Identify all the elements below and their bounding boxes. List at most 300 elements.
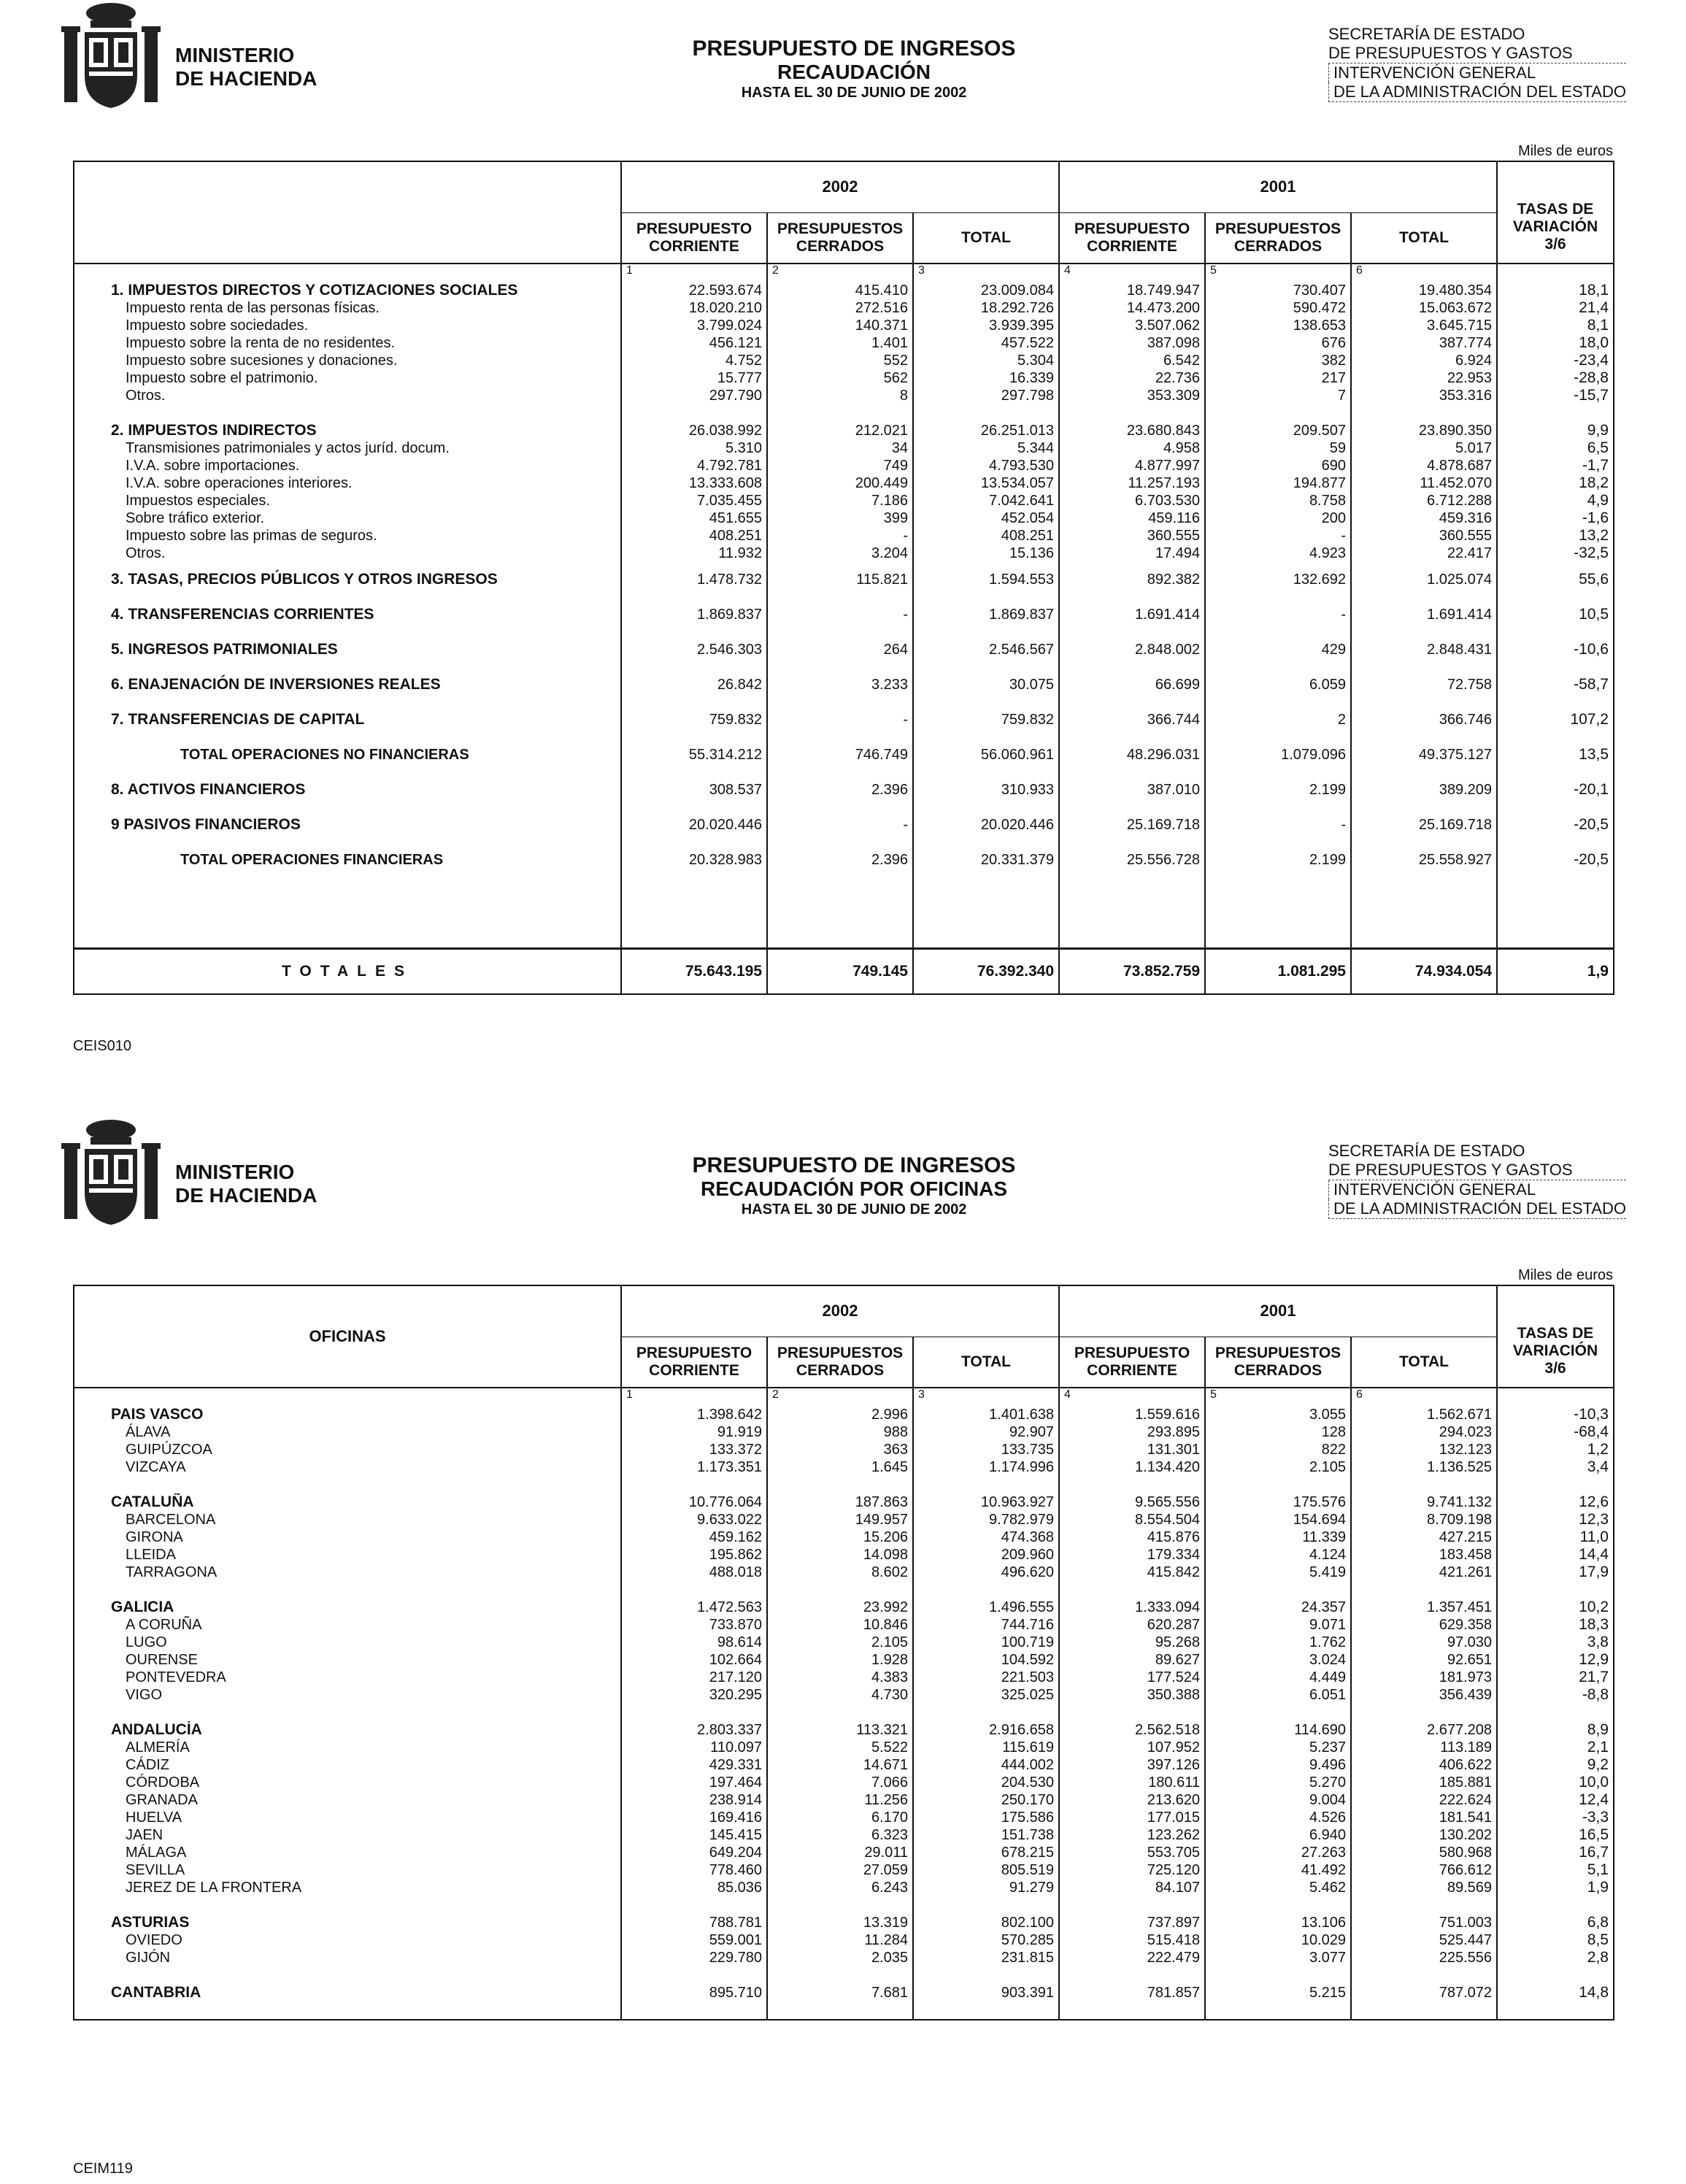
- table-row: [74, 1774, 1614, 1791]
- row-value: 3.939.395: [913, 317, 1059, 334]
- date-range: HASTA EL 30 DE JUNIO DE 2002: [741, 85, 967, 101]
- table-row: [74, 387, 1614, 404]
- spacer-row: [74, 1704, 1614, 1721]
- table-row: [74, 1756, 1614, 1774]
- row-value: 222.624: [1351, 1791, 1497, 1809]
- row-value: 515.418: [1059, 1931, 1205, 1949]
- row-value: 59: [1205, 439, 1351, 457]
- row-label: Impuesto sobre las primas de seguros.: [126, 528, 377, 544]
- row-value: 13.319: [767, 1914, 913, 1931]
- spacer-row: [74, 1896, 1614, 1914]
- table-row: [74, 1599, 1614, 1616]
- subtitle: RECAUDACIÓN POR OFICINAS: [700, 1177, 1007, 1200]
- col-presupuesto-corriente-2001: PRESUPUESTO CORRIENTE: [1059, 212, 1205, 264]
- ministry-name: [175, 1161, 317, 1207]
- row-value: 6.051: [1205, 1686, 1351, 1704]
- row-value: 9.004: [1205, 1791, 1351, 1809]
- row-value: 12,3: [1497, 1511, 1614, 1529]
- row-value: 200.449: [767, 474, 913, 492]
- row-value: 10.029: [1205, 1931, 1351, 1949]
- row-value: 1.496.555: [913, 1599, 1059, 1616]
- row-value: 778.460: [621, 1861, 767, 1879]
- row-value: 26.038.992: [621, 422, 767, 439]
- row-value: 15.206: [767, 1529, 913, 1546]
- row-value: 459.316: [1351, 510, 1497, 527]
- row-value: 229.780: [621, 1949, 767, 1966]
- row-value: 690: [1205, 457, 1351, 474]
- row-value: 13,5: [1497, 737, 1614, 772]
- colnum: 4: [1059, 1388, 1205, 1406]
- row-value: 6.703.530: [1059, 492, 1205, 510]
- row-value: 66.699: [1059, 667, 1205, 702]
- row-value: 115.821: [767, 562, 913, 597]
- row-value: 4.923: [1205, 545, 1351, 562]
- row-value: 751.003: [1351, 1914, 1497, 1931]
- row-value: 496.620: [913, 1564, 1059, 1581]
- row-value: -23,4: [1497, 352, 1614, 369]
- year-2001-header: 2001: [1059, 161, 1497, 212]
- row-value: 2.396: [767, 842, 913, 877]
- row-value: 238.914: [621, 1791, 767, 1809]
- row-value: 11.257.193: [1059, 474, 1205, 492]
- row-value: 25.169.718: [1059, 807, 1205, 842]
- row-value: 408.251: [621, 527, 767, 545]
- row-value: -20,5: [1497, 807, 1614, 842]
- row-label: TOTAL OPERACIONES NO FINANCIERAS: [180, 747, 469, 763]
- row-value: 5.304: [913, 352, 1059, 369]
- row-label: JAEN: [126, 1827, 163, 1843]
- coat-of-arms-icon: [60, 0, 162, 109]
- row-value: 133.372: [621, 1441, 767, 1458]
- row-value: 10,2: [1497, 1599, 1614, 1616]
- row-value: 13.333.608: [621, 474, 767, 492]
- row-value: 3.507.062: [1059, 317, 1205, 334]
- row-value: 26.842: [621, 667, 767, 702]
- row-value: 110.097: [621, 1739, 767, 1756]
- secretaria-block: [1328, 1142, 1626, 1219]
- row-value: 457.522: [913, 334, 1059, 352]
- totals-label: TOTALES: [74, 949, 621, 995]
- row-value: 6.712.288: [1351, 492, 1497, 510]
- row-value: 114.690: [1205, 1721, 1351, 1739]
- row-value: 200: [1205, 510, 1351, 527]
- row-value: 14.473.200: [1059, 299, 1205, 317]
- row-value: 217: [1205, 369, 1351, 387]
- col-total-2002: TOTAL: [913, 1337, 1059, 1388]
- colnum: 2: [767, 1388, 913, 1406]
- row-label: PONTEVEDRA: [126, 1669, 226, 1685]
- row-value: 11.256: [767, 1791, 913, 1809]
- row-value: 14,8: [1497, 1984, 1614, 2002]
- col-presupuestos-cerrados-2001: PRESUPUESTOS CERRADOS: [1205, 1337, 1351, 1388]
- row-value: 10.963.927: [913, 1493, 1059, 1511]
- row-value: 8,1: [1497, 317, 1614, 334]
- row-value: 10.846: [767, 1616, 913, 1634]
- table-row: [74, 1809, 1614, 1826]
- row-value: 18,3: [1497, 1616, 1614, 1634]
- row-value: 91.919: [621, 1423, 767, 1441]
- row-value: 590.472: [1205, 299, 1351, 317]
- row-value: 1.134.420: [1059, 1458, 1205, 1476]
- revenue-table-body: [74, 282, 1614, 994]
- row-value: 84.107: [1059, 1879, 1205, 1896]
- row-value: 18.020.210: [621, 299, 767, 317]
- row-value: -15,7: [1497, 387, 1614, 404]
- row-value: 5.237: [1205, 1739, 1351, 1756]
- row-value: 14.671: [767, 1756, 913, 1774]
- row-label: Impuesto sobre sucesiones y donaciones.: [126, 353, 398, 369]
- row-value: 1.173.351: [621, 1458, 767, 1476]
- row-value: 8,5: [1497, 1931, 1614, 1949]
- row-value: 421.261: [1351, 1564, 1497, 1581]
- row-value: 1.472.563: [621, 1599, 767, 1616]
- row-label: Impuestos especiales.: [126, 493, 270, 509]
- row-value: 18,0: [1497, 334, 1614, 352]
- row-label: I.V.A. sobre operaciones interiores.: [126, 475, 353, 491]
- row-value: 92.651: [1351, 1651, 1497, 1669]
- row-value: -8,8: [1497, 1686, 1614, 1704]
- row-value: 56.060.961: [913, 737, 1059, 772]
- row-value: 4.526: [1205, 1809, 1351, 1826]
- table-row: [74, 1441, 1614, 1458]
- row-label: 7. TRANSFERENCIAS DE CAPITAL: [111, 711, 365, 728]
- row-value: 788.781: [621, 1914, 767, 1931]
- row-value: 310.933: [913, 772, 1059, 807]
- colnum: 5: [1205, 264, 1351, 282]
- row-value: 8,9: [1497, 1721, 1614, 1739]
- table-row: [74, 1949, 1614, 1966]
- oficinas-page: [0, 1117, 1686, 2183]
- row-value: 23.680.843: [1059, 422, 1205, 439]
- row-label: 4. TRANSFERENCIAS CORRIENTES: [111, 606, 374, 623]
- row-value: 209.960: [913, 1546, 1059, 1564]
- table-row: [74, 369, 1614, 387]
- row-value: -20,5: [1497, 842, 1614, 877]
- row-value: 4.730: [767, 1686, 913, 1704]
- row-value: 1.869.837: [913, 597, 1059, 632]
- row-value: 9.633.022: [621, 1511, 767, 1529]
- row-value: 181.541: [1351, 1809, 1497, 1826]
- table-row: [74, 1616, 1614, 1634]
- row-value: 8.554.504: [1059, 1511, 1205, 1529]
- row-value: 16,5: [1497, 1826, 1614, 1844]
- table-row: [74, 439, 1614, 457]
- row-value: -10,3: [1497, 1406, 1614, 1423]
- row-value: 133.735: [913, 1441, 1059, 1458]
- row-value: 1.136.525: [1351, 1458, 1497, 1476]
- row-value: 2.035: [767, 1949, 913, 1966]
- row-value: -: [767, 527, 913, 545]
- label-header: [74, 161, 621, 264]
- row-value: 415.410: [767, 282, 913, 299]
- row-value: 89.627: [1059, 1651, 1205, 1669]
- row-value: 11.452.070: [1351, 474, 1497, 492]
- table-row: [74, 1861, 1614, 1879]
- row-value: 387.774: [1351, 334, 1497, 352]
- row-value: 2.996: [767, 1406, 913, 1423]
- row-value: 9.565.556: [1059, 1493, 1205, 1511]
- year-2002-header: 2002: [621, 1285, 1059, 1337]
- table-row: [74, 1458, 1614, 1476]
- row-value: 1.928: [767, 1651, 913, 1669]
- table-row: [74, 1984, 1614, 2002]
- row-value: 18,1: [1497, 282, 1614, 299]
- row-value: 5.419: [1205, 1564, 1351, 1581]
- row-label: TOTAL OPERACIONES FINANCIERAS: [180, 852, 444, 868]
- spacer-row: [74, 877, 1614, 912]
- row-value: 10,5: [1497, 597, 1614, 632]
- table-row: [74, 1721, 1614, 1739]
- row-value: 1.174.996: [913, 1458, 1059, 1476]
- row-label: ÁLAVA: [126, 1424, 171, 1440]
- row-value: 802.100: [913, 1914, 1059, 1931]
- row-value: 9.782.979: [913, 1511, 1059, 1529]
- row-value: 154.694: [1205, 1511, 1351, 1529]
- row-value: 11.284: [767, 1931, 913, 1949]
- row-value: 1.645: [767, 1458, 913, 1476]
- row-label: 3. TASAS, PRECIOS PÚBLICOS Y OTROS INGRESOS: [111, 571, 498, 588]
- row-value: 204.530: [913, 1774, 1059, 1791]
- row-value: 4.793.530: [913, 457, 1059, 474]
- row-value: 325.025: [913, 1686, 1059, 1704]
- row-label: Impuesto sobre la renta de no residentes.: [126, 335, 396, 351]
- row-value: 92.907: [913, 1423, 1059, 1441]
- row-value: 272.516: [767, 299, 913, 317]
- table-row: [74, 737, 1614, 772]
- row-value: 456.121: [621, 334, 767, 352]
- row-value: 24.357: [1205, 1599, 1351, 1616]
- row-value: 2.199: [1205, 772, 1351, 807]
- row-value: 9.496: [1205, 1756, 1351, 1774]
- row-value: 113.321: [767, 1721, 913, 1739]
- totals-value: 73.852.759: [1059, 949, 1205, 995]
- row-value: 1.691.414: [1351, 597, 1497, 632]
- row-value: 4.124: [1205, 1546, 1351, 1564]
- row-value: 429: [1205, 632, 1351, 667]
- row-value: 180.611: [1059, 1774, 1205, 1791]
- row-value: 2: [1205, 702, 1351, 737]
- table-row: [74, 1493, 1614, 1511]
- table-row: [74, 352, 1614, 369]
- row-value: 629.358: [1351, 1616, 1497, 1634]
- intervencion-line1: INTERVENCIÓN GENERAL: [1328, 1180, 1626, 1199]
- ministry-line1: MINISTERIO: [175, 44, 295, 66]
- row-value: 746.749: [767, 737, 913, 772]
- tasas-header: TASAS DE VARIACIÓN 3/6: [1497, 161, 1614, 264]
- row-value: 22.593.674: [621, 282, 767, 299]
- row-value: 4.449: [1205, 1669, 1351, 1686]
- row-value: 892.382: [1059, 562, 1205, 597]
- row-value: 1.762: [1205, 1634, 1351, 1651]
- row-value: 3.055: [1205, 1406, 1351, 1423]
- row-value: 15.063.672: [1351, 299, 1497, 317]
- row-label: Impuesto renta de las personas físicas.: [126, 300, 380, 316]
- row-value: 620.287: [1059, 1616, 1205, 1634]
- row-label: LUGO: [126, 1634, 167, 1650]
- table-row: [74, 1844, 1614, 1861]
- row-value: 11,0: [1497, 1529, 1614, 1546]
- secretaria-block: [1328, 25, 1626, 102]
- row-value: 749: [767, 457, 913, 474]
- row-value: 49.375.127: [1351, 737, 1497, 772]
- row-value: 406.622: [1351, 1756, 1497, 1774]
- table-row: [74, 527, 1614, 545]
- row-value: 13,2: [1497, 527, 1614, 545]
- row-value: -3,3: [1497, 1809, 1614, 1826]
- row-value: 6.059: [1205, 667, 1351, 702]
- row-value: 181.973: [1351, 1669, 1497, 1686]
- row-value: 16,7: [1497, 1844, 1614, 1861]
- row-value: 7.035.455: [621, 492, 767, 510]
- row-value: 1,9: [1497, 1879, 1614, 1896]
- col-total-2001: TOTAL: [1351, 212, 1497, 264]
- row-value: 27.059: [767, 1861, 913, 1879]
- row-value: 415.876: [1059, 1529, 1205, 1546]
- row-value: 427.215: [1351, 1529, 1497, 1546]
- row-value: -68,4: [1497, 1423, 1614, 1441]
- row-value: 387.098: [1059, 334, 1205, 352]
- row-value: 30.075: [913, 667, 1059, 702]
- revenue-table: [73, 161, 1614, 995]
- row-value: 1.333.094: [1059, 1599, 1205, 1616]
- ministry-line2: DE HACIENDA: [175, 1184, 317, 1207]
- row-value: -28,8: [1497, 369, 1614, 387]
- row-value: 27.263: [1205, 1844, 1351, 1861]
- row-label: GUIPÚZCOA: [126, 1442, 212, 1458]
- row-value: 787.072: [1351, 1984, 1497, 2002]
- row-value: 41.492: [1205, 1861, 1351, 1879]
- table-row: [74, 1529, 1614, 1546]
- table-row: [74, 1791, 1614, 1809]
- row-value: 20.020.446: [621, 807, 767, 842]
- row-value: 459.116: [1059, 510, 1205, 527]
- table-row: [74, 842, 1614, 877]
- row-value: 570.285: [913, 1931, 1059, 1949]
- table-row: [74, 667, 1614, 702]
- units-label: Miles de euros: [1517, 143, 1613, 159]
- row-label: JEREZ DE LA FRONTERA: [126, 1880, 302, 1896]
- row-value: 264: [767, 632, 913, 667]
- totals-value: 76.392.340: [913, 949, 1059, 995]
- row-value: 3,8: [1497, 1634, 1614, 1651]
- row-value: 3.645.715: [1351, 317, 1497, 334]
- col-presupuestos-cerrados-2002: PRESUPUESTOS CERRADOS: [767, 212, 913, 264]
- col-total-2001: TOTAL: [1351, 1337, 1497, 1388]
- row-label: HUELVA: [126, 1810, 182, 1826]
- table-row: [74, 299, 1614, 317]
- row-value: 13.534.057: [913, 474, 1059, 492]
- row-value: -: [1205, 807, 1351, 842]
- row-value: 415.842: [1059, 1564, 1205, 1581]
- ministry-line2: DE HACIENDA: [175, 67, 317, 90]
- row-value: 1.594.553: [913, 562, 1059, 597]
- row-value: 356.439: [1351, 1686, 1497, 1704]
- row-value: 6.323: [767, 1826, 913, 1844]
- row-value: 363: [767, 1441, 913, 1458]
- row-value: 22.736: [1059, 369, 1205, 387]
- table-row: [74, 1423, 1614, 1441]
- row-value: 8: [767, 387, 913, 404]
- report-code: CEIS010: [73, 1038, 132, 1054]
- row-value: 26.251.013: [913, 422, 1059, 439]
- spacer-row: [74, 1966, 1614, 1984]
- row-value: 22.417: [1351, 545, 1497, 562]
- row-value: 293.895: [1059, 1423, 1205, 1441]
- row-value: 3.077: [1205, 1949, 1351, 1966]
- row-label: CÓRDOBA: [126, 1774, 200, 1791]
- row-value: -58,7: [1497, 667, 1614, 702]
- row-value: 22.953: [1351, 369, 1497, 387]
- row-value: 6.170: [767, 1809, 913, 1826]
- row-value: 4.792.781: [621, 457, 767, 474]
- row-value: 18,2: [1497, 474, 1614, 492]
- row-value: 6,8: [1497, 1914, 1614, 1931]
- ministry-name: [175, 44, 317, 91]
- row-label: MÁLAGA: [126, 1845, 187, 1861]
- intervencion-line2: DE LA ADMINISTRACIÓN DEL ESTADO: [1328, 82, 1626, 102]
- row-label: Otros.: [126, 545, 166, 561]
- row-value: 429.331: [621, 1756, 767, 1774]
- row-value: 25.558.927: [1351, 842, 1497, 877]
- row-value: 11.339: [1205, 1529, 1351, 1546]
- secretaria-line2: DE PRESUPUESTOS Y GASTOS: [1328, 44, 1626, 64]
- table-row: [74, 1686, 1614, 1704]
- row-value: 16.339: [913, 369, 1059, 387]
- row-value: 19.480.354: [1351, 282, 1497, 299]
- subtitle: RECAUDACIÓN: [777, 61, 931, 83]
- row-value: 4.878.687: [1351, 457, 1497, 474]
- row-value: 366.746: [1351, 702, 1497, 737]
- spacer-row: [74, 404, 1614, 422]
- table-row: [74, 1511, 1614, 1529]
- col-presupuestos-cerrados-2002: PRESUPUESTOS CERRADOS: [767, 1337, 913, 1388]
- row-label: Impuesto sobre el patrimonio.: [126, 370, 318, 386]
- row-label: A CORUÑA: [126, 1617, 202, 1633]
- table-row: [74, 772, 1614, 807]
- row-value: 18.292.726: [913, 299, 1059, 317]
- table-row: [74, 1914, 1614, 1931]
- table-row: [74, 632, 1614, 667]
- row-value: 183.458: [1351, 1546, 1497, 1564]
- row-value: 15.777: [621, 369, 767, 387]
- table-row: [74, 562, 1614, 597]
- row-value: 297.790: [621, 387, 767, 404]
- row-value: 130.202: [1351, 1826, 1497, 1844]
- row-value: 9.741.132: [1351, 1493, 1497, 1511]
- row-value: 444.002: [913, 1756, 1059, 1774]
- row-value: 20.328.983: [621, 842, 767, 877]
- row-value: 1.079.096: [1205, 737, 1351, 772]
- row-value: 195.862: [621, 1546, 767, 1564]
- table-row: [74, 1634, 1614, 1651]
- table-row: [74, 1564, 1614, 1581]
- row-label: SEVILLA: [126, 1862, 185, 1878]
- row-label: VIGO: [126, 1687, 163, 1703]
- row-label: ANDALUCÍA: [111, 1721, 202, 1738]
- row-value: 382: [1205, 352, 1351, 369]
- date-range: HASTA EL 30 DE JUNIO DE 2002: [741, 1201, 967, 1218]
- row-label: Impuesto sobre sociedades.: [126, 318, 309, 334]
- row-value: 1.025.074: [1351, 562, 1497, 597]
- row-value: 459.162: [621, 1529, 767, 1546]
- row-value: 7.681: [767, 1984, 913, 2002]
- totals-value: 1,9: [1497, 949, 1614, 995]
- row-value: 2,1: [1497, 1739, 1614, 1756]
- row-value: 115.619: [913, 1739, 1059, 1756]
- report-code: CEIM119: [73, 2161, 133, 2177]
- colnum: 3: [913, 264, 1059, 282]
- row-label: GALICIA: [111, 1599, 174, 1615]
